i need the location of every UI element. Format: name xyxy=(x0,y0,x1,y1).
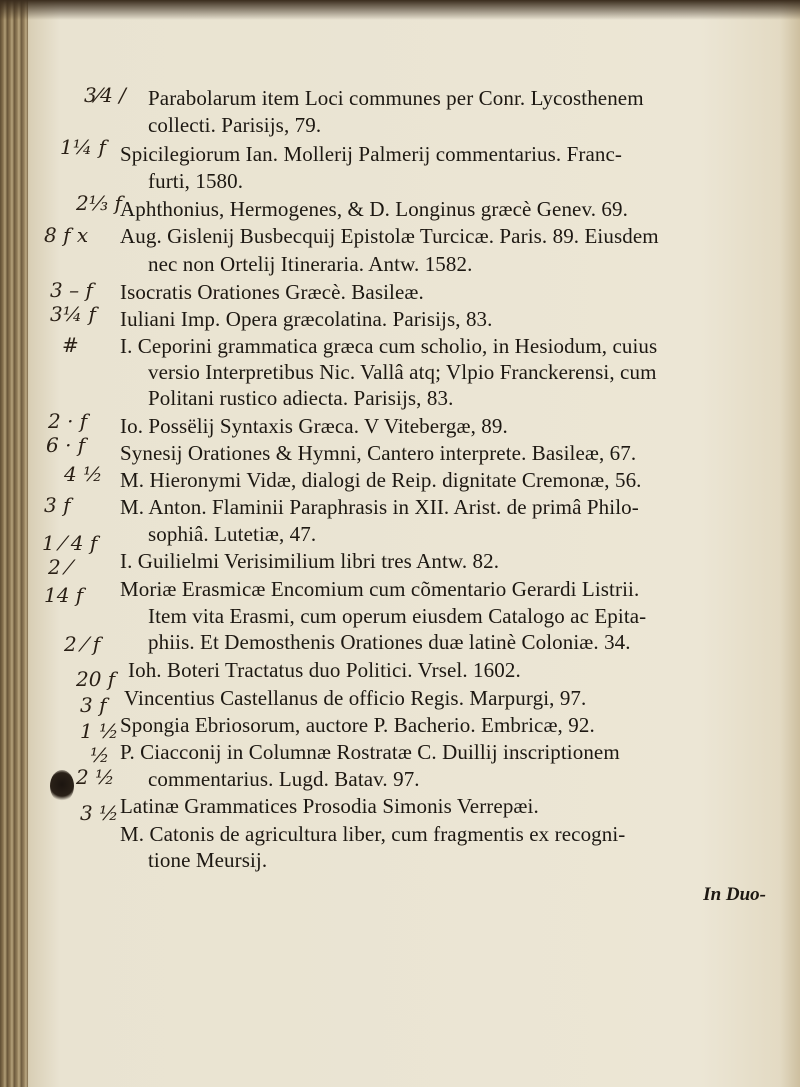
entry-line: Moriæ Erasmicæ Encomium cum cõmentario Gerardi Listrii. xyxy=(120,577,640,601)
entry-line: tione Meursij. xyxy=(148,848,268,872)
margin-note: 3 ½ xyxy=(80,801,119,825)
entry-line: I. Guilielmi Verisimilium libri tres Antw. 82. xyxy=(120,549,500,573)
margin-note: 1¼ f xyxy=(60,135,106,159)
entry-line: Synesij Orationes & Hymni, Cantero interprete. Basileæ, 67. xyxy=(120,441,637,465)
entry-line: Latinæ Grammatices Prosodia Simonis Verrepæi. xyxy=(120,794,539,818)
entry-line: Ioh. Boteri Tractatus duo Politici. Vrsel. 1602. xyxy=(128,658,521,682)
margin-note: 3¼ f xyxy=(50,302,96,326)
margin-note: 1 ⁄ 4 f xyxy=(42,531,98,555)
entry-line: Aphthonius, Hermogenes, & D. Longinus græcè Genev. 69. xyxy=(120,197,628,221)
entry-line: collecti. Parisijs, 79. xyxy=(148,113,322,137)
entry-line: phiis. Et Demosthenis Orationes duæ latinè Coloniæ. 34. xyxy=(148,630,631,654)
entry-line: Spicilegiorum Ian. Mollerij Palmerij commentarius. Franc- xyxy=(120,142,622,166)
margin-note: 20 f xyxy=(76,667,116,691)
entry-line: Aug. Gislenij Busbecquij Epistolæ Turcicæ. Paris. 89. Eiusdem xyxy=(120,224,659,248)
page-top-shadow xyxy=(0,0,800,20)
entry-line: M. Catonis de agricultura liber, cum fragmentis ex recogni- xyxy=(120,822,626,846)
margin-note: 3⁄4 / xyxy=(84,83,126,107)
entry-line: Io. Possëlij Syntaxis Græca. V Vitebergæ, 89. xyxy=(120,414,508,438)
entry-line: Politani rustico adiecta. Parisijs, 83. xyxy=(148,386,454,410)
margin-note: # xyxy=(62,333,79,357)
margin-note: ½ xyxy=(90,743,110,767)
entry-line: Vincentius Castellanus de officio Regis. Marpurgi, 97. xyxy=(124,686,587,710)
margin-note: 4 ½ xyxy=(64,462,103,486)
margin-note: 14 f xyxy=(44,583,84,607)
margin-note: 3 – f xyxy=(50,278,93,302)
margin-note: 3 f xyxy=(44,493,71,517)
entry-line: P. Ciacconij in Columnæ Rostratæ C. Duillij inscriptionem xyxy=(120,740,620,764)
entry-line: versio Interpretibus Nic. Vallâ atq; Vlpio Franckerensi, cum xyxy=(148,360,657,384)
entry-line: commentarius. Lugd. Batav. 97. xyxy=(148,767,420,791)
entry-line: M. Hieronymi Vidæ, dialogi de Reip. dignitate Cremonæ, 56. xyxy=(120,468,642,492)
ink-blot xyxy=(50,770,74,802)
entry-line: Item vita Erasmi, cum operum eiusdem Catalogo ac Epita- xyxy=(148,604,647,628)
entry-line: Spongia Ebriosorum, auctore P. Bacherio. Embricæ, 92. xyxy=(120,713,595,737)
entry-line: M. Anton. Flaminii Paraphrasis in XII. Arist. de primâ Philo- xyxy=(120,495,639,519)
book-binding xyxy=(0,0,28,1087)
margin-note: 2 ⁄ xyxy=(48,555,71,579)
entry-line: furti, 1580. xyxy=(148,169,244,193)
margin-note: 3 f xyxy=(80,693,107,717)
entry-line: Iuliani Imp. Opera græcolatina. Parisijs, 83. xyxy=(120,307,493,331)
margin-note: 2 ½ xyxy=(76,765,115,789)
catchword: In Duo- xyxy=(703,884,766,905)
margin-note: 1 ½ xyxy=(80,719,119,743)
entry-line: Isocratis Orationes Græcè. Basileæ. xyxy=(120,280,424,304)
margin-note: 2 ⁄ f xyxy=(64,632,101,656)
entry-line: Parabolarum item Loci communes per Conr. Lycosthenem xyxy=(148,86,644,110)
entry-line: sophiâ. Lutetiæ, 47. xyxy=(148,522,317,546)
entry-line: I. Ceporini grammatica græca cum scholio, in Hesiodum, cuius xyxy=(120,334,658,358)
margin-note: 8 f x xyxy=(44,223,89,247)
margin-note: 6 · f xyxy=(46,433,86,457)
margin-note: 2⅓ f xyxy=(76,191,122,215)
margin-note: 2 · f xyxy=(48,409,88,433)
entry-line: nec non Ortelij Itineraria. Antw. 1582. xyxy=(148,252,473,276)
